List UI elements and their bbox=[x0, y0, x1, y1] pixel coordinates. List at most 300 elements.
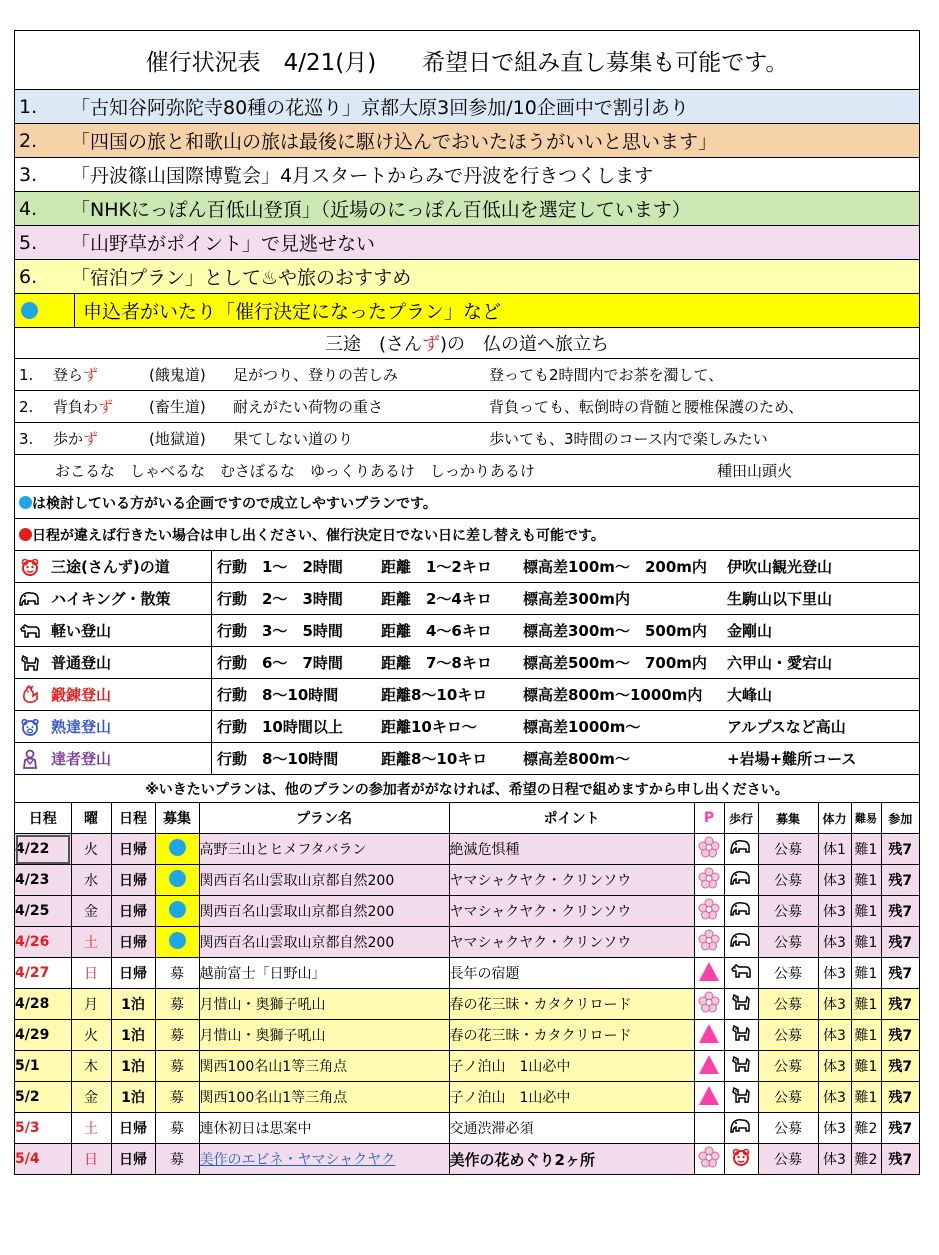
walk-cell bbox=[724, 989, 758, 1020]
remaining-cell: 残7 bbox=[881, 1051, 919, 1082]
table-row[interactable] bbox=[15, 865, 919, 896]
duration-cell: 日帰 bbox=[111, 1144, 155, 1175]
note-red-text: 日程が違えば行きたい場合は申し出ください、催行決定日でない日に差し替えも可能です。 bbox=[32, 527, 605, 544]
level-elevation: 標高差300m内 bbox=[523, 590, 630, 608]
recruit-cell bbox=[155, 834, 199, 865]
dog-icon bbox=[731, 999, 751, 1015]
duration-cell: 1泊 bbox=[111, 989, 155, 1020]
level-name-cell bbox=[15, 679, 212, 710]
date-cell: 4/27 bbox=[15, 958, 71, 989]
poem-row bbox=[15, 455, 919, 487]
person-icon bbox=[19, 749, 41, 769]
level-time: 行動 10時間以上 bbox=[217, 718, 343, 736]
table-row[interactable] bbox=[15, 834, 919, 865]
difficulty-cell: 難1 bbox=[851, 896, 881, 927]
remaining-cell: 残7 bbox=[881, 834, 919, 865]
level-example: 金剛山 bbox=[727, 622, 773, 640]
remaining-cell: 残7 bbox=[881, 989, 919, 1020]
column-header: 難易 bbox=[851, 803, 881, 834]
blue-dot-icon bbox=[19, 496, 32, 509]
remaining-cell: 残7 bbox=[881, 1144, 919, 1175]
sanzu-rows bbox=[15, 359, 919, 455]
plan-text: 「山野草がポイント」で見逃せない bbox=[71, 233, 376, 255]
dog-icon bbox=[19, 653, 41, 673]
poem-text: おこるな しゃべるな むさぼるな ゆっくりあるけ しっかりあるけ bbox=[55, 462, 535, 480]
horse-icon bbox=[19, 621, 41, 641]
note-red bbox=[15, 519, 919, 551]
weekday-cell: 水 bbox=[71, 865, 111, 896]
koubo-cell: 公募 bbox=[758, 1020, 818, 1051]
highlight-text: 申込者がいたり「催行決定になったプラン」など bbox=[83, 301, 502, 323]
table-header-row bbox=[15, 803, 919, 834]
blue-dot-icon bbox=[169, 932, 186, 949]
level-name-cell bbox=[15, 647, 212, 678]
recruit-cell bbox=[155, 865, 199, 896]
level-row bbox=[15, 743, 919, 775]
level-distance: 距離 2～4キロ bbox=[381, 590, 492, 608]
recruit-cell: 募 bbox=[155, 1020, 199, 1051]
weekday-cell: 火 bbox=[71, 834, 111, 865]
level-row bbox=[15, 679, 919, 711]
level-time: 行動 3～ 5時間 bbox=[217, 622, 343, 640]
difficulty-cell: 難1 bbox=[851, 958, 881, 989]
level-example: アルプスなど高山 bbox=[727, 718, 846, 736]
level-distance: 距離8～10キロ bbox=[381, 750, 488, 768]
difficulty-cell: 難2 bbox=[851, 1144, 881, 1175]
red-dot-icon bbox=[19, 528, 32, 541]
stamina-cell: 体3 bbox=[818, 1144, 851, 1175]
level-name-cell bbox=[15, 711, 212, 742]
recruit-cell bbox=[155, 896, 199, 927]
level-example: 大峰山 bbox=[727, 686, 773, 704]
plan-text: 「四国の旅と和歌山の旅は最後に駆け込んでおいたほうがいいと思います」 bbox=[71, 131, 718, 153]
poem-author: 種田山頭火 bbox=[717, 462, 793, 480]
sanzu-word-zu: ず bbox=[83, 430, 99, 448]
level-time: 行動 6～ 7時間 bbox=[217, 654, 343, 672]
level-name: 普通登山 bbox=[51, 654, 112, 672]
sanzu-row bbox=[15, 391, 919, 423]
level-distance: 距離 4～6キロ bbox=[381, 622, 492, 640]
remaining-cell: 残7 bbox=[881, 1020, 919, 1051]
weekday-cell: 土 bbox=[71, 1113, 111, 1144]
level-name: 三途(さんず)の道 bbox=[51, 558, 170, 576]
weekday-cell: 木 bbox=[71, 1051, 111, 1082]
flower-icon bbox=[698, 1001, 720, 1017]
remaining-cell: 残7 bbox=[881, 896, 919, 927]
koubo-cell: 公募 bbox=[758, 865, 818, 896]
tiger-icon bbox=[731, 1154, 751, 1170]
sanzu-number: 3. bbox=[19, 429, 34, 448]
dog-icon bbox=[731, 1061, 751, 1077]
elephant-icon bbox=[730, 936, 752, 952]
stamina-cell: 体3 bbox=[818, 1082, 851, 1113]
level-elevation: 標高差800m～1000m内 bbox=[523, 686, 703, 704]
blue-dot-icon bbox=[169, 870, 186, 887]
table-row[interactable] bbox=[15, 896, 919, 927]
rooster-icon bbox=[19, 685, 41, 705]
column-header: ポイント bbox=[449, 803, 694, 834]
level-name-cell bbox=[15, 583, 212, 614]
level-name: 熟達登山 bbox=[51, 718, 112, 736]
level-time: 行動 8～10時間 bbox=[217, 686, 339, 704]
p-cell bbox=[694, 927, 724, 958]
elephant-icon bbox=[730, 1122, 752, 1138]
plan-link[interactable]: 美作のエビネ・ヤマシャクヤク bbox=[199, 1152, 396, 1168]
column-header: 歩行 bbox=[724, 803, 758, 834]
sanzu-number: 2. bbox=[19, 397, 34, 416]
point-cell: 子ノ泊山 1山必中 bbox=[449, 1082, 694, 1113]
column-header: 曜 bbox=[71, 803, 111, 834]
sanzu-heading-b: )の 仏の道へ旅立ち bbox=[440, 334, 610, 355]
p-cell bbox=[694, 1051, 724, 1082]
column-header: 日程 bbox=[111, 803, 155, 834]
highlight-dot-cell bbox=[15, 294, 75, 327]
stamina-cell: 体1 bbox=[818, 834, 851, 865]
column-header: 参加 bbox=[881, 803, 919, 834]
level-row bbox=[15, 583, 919, 615]
blue-dot-icon bbox=[21, 302, 38, 319]
koubo-cell: 公募 bbox=[758, 834, 818, 865]
level-elevation: 標高差100m～ 200m内 bbox=[523, 558, 707, 576]
column-header: P bbox=[694, 803, 724, 834]
stamina-cell: 体3 bbox=[818, 927, 851, 958]
p-cell bbox=[694, 1082, 724, 1113]
koubo-cell: 公募 bbox=[758, 1082, 818, 1113]
table-body bbox=[15, 834, 919, 1175]
table-row[interactable] bbox=[15, 989, 919, 1020]
remaining-cell: 残7 bbox=[881, 1082, 919, 1113]
sanzu-word-zu: ず bbox=[83, 366, 99, 384]
duration-cell: 日帰 bbox=[111, 958, 155, 989]
stamina-cell: 体3 bbox=[818, 896, 851, 927]
point-cell: ヤマシャクヤク・クリンソウ bbox=[449, 896, 694, 927]
weekday-cell: 火 bbox=[71, 1020, 111, 1051]
sanzu-word bbox=[53, 428, 98, 449]
point-cell: 春の花三昧・カタクリロード bbox=[449, 989, 694, 1020]
plan-name-cell: 関西100名山1等三角点 bbox=[199, 1051, 449, 1082]
point-cell: 絶滅危惧種 bbox=[449, 834, 694, 865]
p-cell bbox=[694, 989, 724, 1020]
weekday-cell: 金 bbox=[71, 896, 111, 927]
flower-icon bbox=[698, 846, 720, 862]
table-row[interactable] bbox=[15, 1051, 919, 1082]
date-cell: 5/4 bbox=[15, 1144, 71, 1175]
table-row[interactable] bbox=[15, 927, 919, 958]
level-example: +岩場+難所コース bbox=[727, 750, 857, 768]
remaining-cell: 残7 bbox=[881, 865, 919, 896]
level-elevation: 標高差1000m～ bbox=[523, 718, 641, 736]
plan-name-cell: 月惜山・奥獅子吼山 bbox=[199, 989, 449, 1020]
duration-cell: 1泊 bbox=[111, 1020, 155, 1051]
elephant-icon bbox=[730, 874, 752, 890]
highlight-row bbox=[15, 294, 919, 328]
duration-cell: 日帰 bbox=[111, 865, 155, 896]
flower-icon bbox=[698, 877, 720, 893]
plan-row bbox=[15, 260, 919, 294]
dog-icon bbox=[731, 1092, 751, 1108]
level-row bbox=[15, 551, 919, 583]
duration-cell: 日帰 bbox=[111, 927, 155, 958]
plan-name-cell: 越前富士「日野山」 bbox=[199, 958, 449, 989]
date-cell: 5/3 bbox=[15, 1113, 71, 1144]
level-elevation: 標高差300m～ 500m内 bbox=[523, 622, 707, 640]
plan-row bbox=[15, 124, 919, 158]
point-cell: 交通渋滞必須 bbox=[449, 1113, 694, 1144]
elephant-icon bbox=[19, 589, 41, 609]
level-time: 行動 1～ 2時間 bbox=[217, 558, 343, 576]
date-cell: 5/1 bbox=[15, 1051, 71, 1082]
koubo-cell: 公募 bbox=[758, 1113, 818, 1144]
remaining-cell: 残7 bbox=[881, 927, 919, 958]
level-elevation: 標高差800m～ bbox=[523, 750, 630, 768]
plan-name-cell: 高野三山とヒメフタバラン bbox=[199, 834, 449, 865]
level-name-cell bbox=[15, 551, 212, 582]
sanzu-remedy: 歩いても、3時間のコース内で楽しみたい bbox=[489, 430, 768, 448]
duration-cell: 1泊 bbox=[111, 1082, 155, 1113]
sanzu-realm: (地獄道) bbox=[149, 430, 206, 448]
horse-icon bbox=[730, 967, 752, 983]
stamina-cell: 体3 bbox=[818, 1020, 851, 1051]
p-cell bbox=[694, 1144, 724, 1175]
koubo-cell: 公募 bbox=[758, 958, 818, 989]
level-example: 生駒山以下里山 bbox=[727, 590, 833, 608]
p-cell bbox=[694, 896, 724, 927]
page-title: 催行状況表 4/21(月) 希望日で組み直し募集も可能です。 bbox=[15, 31, 919, 90]
recruit-cell: 募 bbox=[155, 1113, 199, 1144]
level-example: 伊吹山観光登山 bbox=[727, 558, 833, 576]
flower-icon bbox=[698, 939, 720, 955]
sanzu-hardship: 耐えがたい荷物の重さ bbox=[233, 398, 384, 416]
plan-text: 「NHKにっぽん百低山登頂」（近場のにっぽん百低山を選定しています） bbox=[71, 199, 691, 221]
difficulty-cell: 難1 bbox=[851, 1082, 881, 1113]
table-row[interactable] bbox=[15, 1113, 919, 1144]
note-blue bbox=[15, 487, 919, 519]
status-sheet bbox=[14, 30, 920, 1175]
difficulty-cell: 難1 bbox=[851, 1051, 881, 1082]
sanzu-heading bbox=[15, 328, 919, 359]
plan-number: 3. bbox=[19, 163, 38, 186]
difficulty-cell: 難1 bbox=[851, 865, 881, 896]
level-list bbox=[15, 551, 919, 775]
level-elevation: 標高差500m～ 700m内 bbox=[523, 654, 707, 672]
level-name-cell bbox=[15, 615, 212, 646]
date-cell: 4/23 bbox=[15, 865, 71, 896]
walk-cell bbox=[724, 927, 758, 958]
level-time: 行動 2～ 3時間 bbox=[217, 590, 343, 608]
plan-name-cell: 関西百名山雲取山京都自然200 bbox=[199, 927, 449, 958]
sanzu-row bbox=[15, 423, 919, 455]
walk-cell bbox=[724, 1051, 758, 1082]
column-header: 募集 bbox=[155, 803, 199, 834]
walk-cell bbox=[724, 896, 758, 927]
level-time: 行動 8～10時間 bbox=[217, 750, 339, 768]
date-cell: 4/25 bbox=[15, 896, 71, 927]
plan-number: 2. bbox=[19, 129, 38, 152]
point-cell: ヤマシャクヤク・クリンソウ bbox=[449, 927, 694, 958]
walk-cell bbox=[724, 865, 758, 896]
column-header: 募集 bbox=[758, 803, 818, 834]
walk-cell bbox=[724, 1020, 758, 1051]
blue-dot-icon bbox=[169, 901, 186, 918]
weekday-cell: 日 bbox=[71, 1144, 111, 1175]
level-name: 達者登山 bbox=[51, 750, 112, 768]
level-example: 六甲山・愛宕山 bbox=[727, 654, 833, 672]
stamina-cell: 体3 bbox=[818, 1051, 851, 1082]
weekday-cell: 金 bbox=[71, 1082, 111, 1113]
point-cell: 子ノ泊山 1山必中 bbox=[449, 1051, 694, 1082]
plan-row bbox=[15, 192, 919, 226]
p-cell bbox=[694, 865, 724, 896]
level-name: ハイキング・散策 bbox=[51, 590, 171, 608]
koubo-cell: 公募 bbox=[758, 1051, 818, 1082]
weekday-cell: 日 bbox=[71, 958, 111, 989]
note-blue-text: は検討している方がいる企画ですので成立しやすいプランです。 bbox=[32, 495, 437, 512]
walk-cell bbox=[724, 834, 758, 865]
sanzu-heading-zu: ず bbox=[422, 334, 440, 355]
p-cell bbox=[694, 834, 724, 865]
recruit-cell: 募 bbox=[155, 989, 199, 1020]
level-distance: 距離8～10キロ bbox=[381, 686, 488, 704]
date-cell: 4/29 bbox=[15, 1020, 71, 1051]
plan-row bbox=[15, 90, 919, 124]
tiger-icon bbox=[19, 557, 41, 577]
level-distance: 距離 7～8キロ bbox=[381, 654, 492, 672]
koubo-cell: 公募 bbox=[758, 1144, 818, 1175]
sanzu-realm: (畜生道) bbox=[149, 398, 206, 416]
date-cell: 4/28 bbox=[15, 989, 71, 1020]
difficulty-cell: 難1 bbox=[851, 834, 881, 865]
stamina-cell: 体3 bbox=[818, 958, 851, 989]
walk-cell bbox=[724, 958, 758, 989]
stamina-cell: 体3 bbox=[818, 865, 851, 896]
date-cell: 4/22 bbox=[15, 834, 71, 865]
plan-text: 「宿泊プラン」として♨や旅のおすすめ bbox=[71, 267, 412, 289]
sanzu-hardship: 足がつり、登りの苦しみ bbox=[233, 366, 399, 384]
plan-name-cell: 関西100名山1等三角点 bbox=[199, 1082, 449, 1113]
point-cell: 長年の宿題 bbox=[449, 958, 694, 989]
sanzu-heading-a: 三途 (さん bbox=[324, 334, 422, 355]
date-cell: 4/26 bbox=[15, 927, 71, 958]
recruit-cell: 募 bbox=[155, 1144, 199, 1175]
column-header: 体力 bbox=[818, 803, 851, 834]
sanzu-word bbox=[53, 396, 113, 417]
sanzu-word-stem: 登ら bbox=[53, 366, 84, 384]
mountain-icon bbox=[697, 1094, 721, 1110]
column-header: 日程 bbox=[15, 803, 71, 834]
plan-list bbox=[15, 90, 919, 294]
walk-cell bbox=[724, 1113, 758, 1144]
duration-cell: 日帰 bbox=[111, 834, 155, 865]
table-row[interactable] bbox=[15, 1082, 919, 1113]
sanzu-word-stem: 背負わ bbox=[53, 398, 99, 416]
level-row bbox=[15, 711, 919, 743]
walk-cell bbox=[724, 1144, 758, 1175]
sanzu-hardship: 果てしない道のり bbox=[233, 430, 354, 448]
plan-name-cell: 関西百名山雲取山京都自然200 bbox=[199, 865, 449, 896]
plan-number: 1. bbox=[19, 95, 38, 118]
recruit-cell: 募 bbox=[155, 1082, 199, 1113]
plan-number: 4. bbox=[19, 197, 38, 220]
recruit-cell bbox=[155, 927, 199, 958]
table-row[interactable] bbox=[15, 958, 919, 989]
elephant-icon bbox=[730, 905, 752, 921]
bear-icon bbox=[19, 717, 41, 737]
plan-row bbox=[15, 226, 919, 260]
mountain-icon bbox=[697, 970, 721, 986]
difficulty-cell: 難1 bbox=[851, 927, 881, 958]
p-cell bbox=[694, 958, 724, 989]
weekday-cell: 月 bbox=[71, 989, 111, 1020]
sanzu-row bbox=[15, 359, 919, 391]
plan-name-cell: 連休初日は思案中 bbox=[199, 1113, 449, 1144]
level-distance: 距離 1～2キロ bbox=[381, 558, 492, 576]
level-name: 鍛錬登山 bbox=[51, 686, 112, 704]
plan-name-cell: 関西百名山雲取山京都自然200 bbox=[199, 896, 449, 927]
blue-dot-icon bbox=[169, 839, 186, 856]
mountain-icon bbox=[697, 1063, 721, 1079]
plan-name-cell[interactable] bbox=[199, 1144, 449, 1175]
stamina-cell: 体3 bbox=[818, 1113, 851, 1144]
plan-number: 5. bbox=[19, 231, 38, 254]
request-note: ※いきたいプランは、他のプランの参加者ががなければ、希望の日程で組めますから申し出ください。 bbox=[15, 775, 919, 803]
duration-cell: 日帰 bbox=[111, 1113, 155, 1144]
plan-text: 「丹波篠山国際博覧会」4月スタートからみで丹波を行きつくします bbox=[71, 165, 654, 187]
sanzu-remedy: 登っても2時間内でお茶を濁して、 bbox=[489, 366, 724, 384]
level-distance: 距離10キロ～ bbox=[381, 718, 477, 736]
weekday-cell: 土 bbox=[71, 927, 111, 958]
koubo-cell: 公募 bbox=[758, 896, 818, 927]
remaining-cell: 残7 bbox=[881, 958, 919, 989]
schedule-table bbox=[15, 803, 919, 1174]
dog-icon bbox=[731, 1030, 751, 1046]
point-cell: 美作の花めぐり2ヶ所 bbox=[449, 1144, 694, 1175]
walk-cell bbox=[724, 1082, 758, 1113]
plan-number: 6. bbox=[19, 265, 38, 288]
plan-text: 「古知谷阿弥陀寺80種の花巡り」京都大原3回参加/10企画中で割引あり bbox=[71, 97, 689, 119]
flower-icon bbox=[698, 1156, 720, 1172]
sanzu-realm: (餓鬼道) bbox=[149, 366, 206, 384]
sanzu-number: 1. bbox=[19, 365, 34, 384]
column-header: プラン名 bbox=[199, 803, 449, 834]
level-name: 軽い登山 bbox=[51, 622, 112, 640]
difficulty-cell: 難1 bbox=[851, 1020, 881, 1051]
p-cell bbox=[694, 1113, 724, 1144]
plan-row bbox=[15, 158, 919, 192]
table-row[interactable] bbox=[15, 1020, 919, 1051]
flower-icon bbox=[698, 908, 720, 924]
elephant-icon bbox=[730, 843, 752, 859]
plan-name-cell: 月惜山・奥獅子吼山 bbox=[199, 1020, 449, 1051]
sanzu-word-zu: ず bbox=[98, 398, 114, 416]
difficulty-cell: 難2 bbox=[851, 1113, 881, 1144]
level-row bbox=[15, 615, 919, 647]
sanzu-remedy: 背負っても、転倒時の背髄と腰椎保護のため、 bbox=[489, 398, 804, 416]
point-cell: 春の花三昧・カタクリロード bbox=[449, 1020, 694, 1051]
mountain-icon bbox=[697, 1032, 721, 1048]
table-row[interactable] bbox=[15, 1144, 919, 1175]
level-row bbox=[15, 647, 919, 679]
remaining-cell: 残7 bbox=[881, 1113, 919, 1144]
koubo-cell: 公募 bbox=[758, 927, 818, 958]
recruit-cell: 募 bbox=[155, 958, 199, 989]
recruit-cell: 募 bbox=[155, 1051, 199, 1082]
sanzu-word bbox=[53, 364, 98, 385]
difficulty-cell: 難1 bbox=[851, 989, 881, 1020]
duration-cell: 日帰 bbox=[111, 896, 155, 927]
level-name-cell bbox=[15, 743, 212, 774]
koubo-cell: 公募 bbox=[758, 989, 818, 1020]
p-cell bbox=[694, 1020, 724, 1051]
